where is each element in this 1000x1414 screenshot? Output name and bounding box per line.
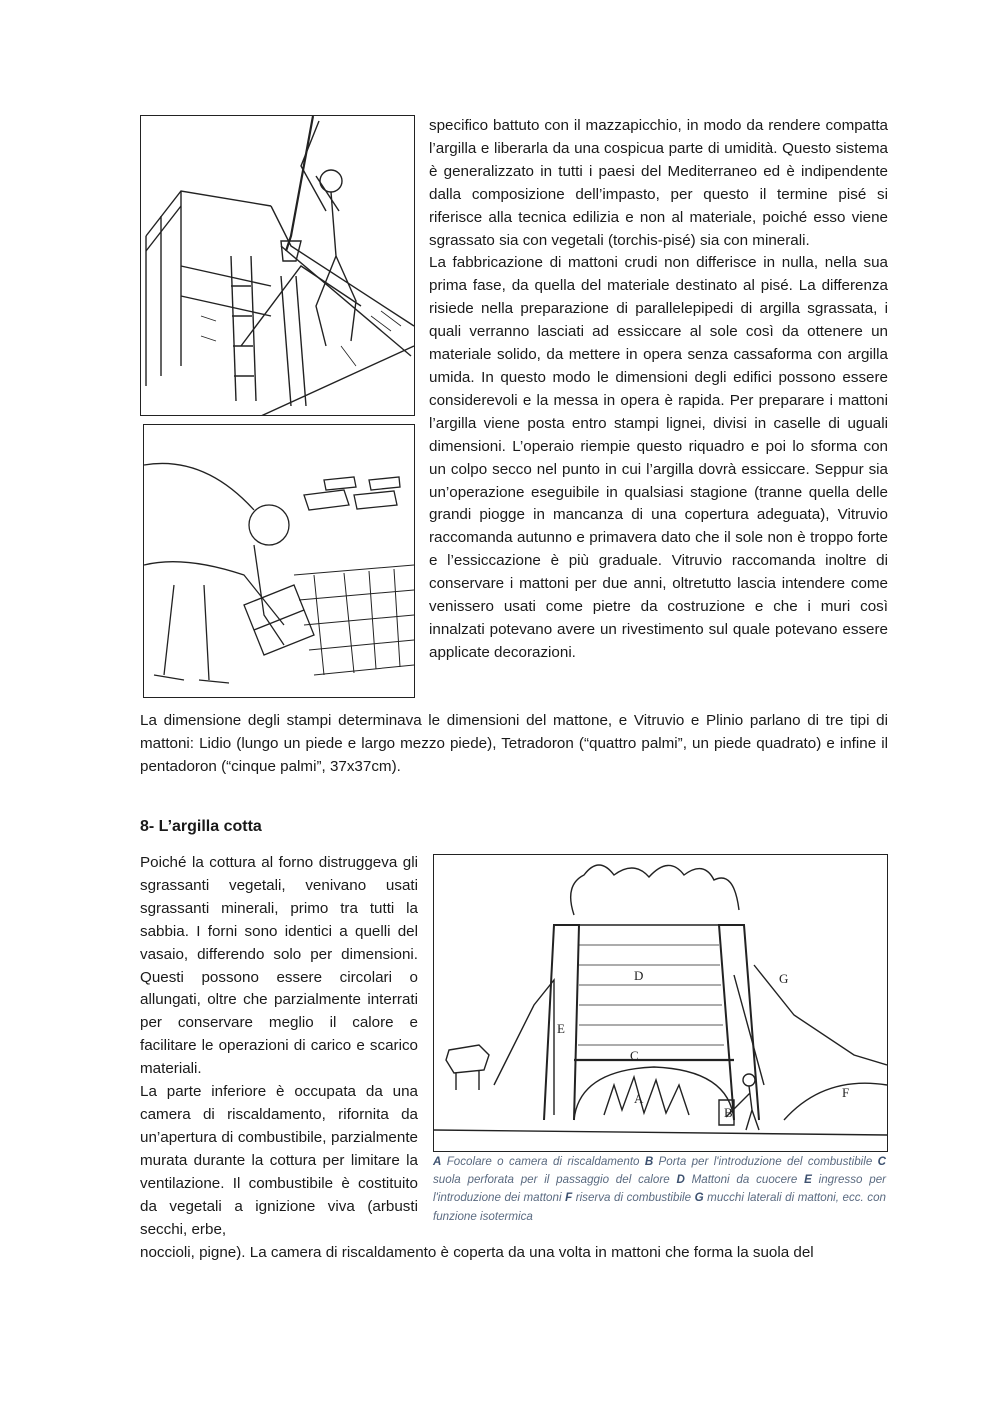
- pise-construction-illustration: [140, 115, 415, 416]
- kiln-label-c: C: [630, 1048, 639, 1063]
- brick-molding-drawing: [144, 425, 414, 697]
- kiln-label-d: D: [634, 968, 644, 983]
- kiln-caption: A Focolare o camera di riscaldamento B Porta per l'introduzione del combustibile C suola perforata per il passaggio del calore D Mattoni da cuocere E ingresso per l'introduzione dei mattoni F riserva di combustibile G mucchi laterali di mattoni, ecc. con funzione isotermica: [433, 1155, 887, 1223]
- pise-drawing: [141, 116, 414, 415]
- kiln-label-a: A: [634, 1091, 644, 1106]
- kiln-label-f: F: [842, 1085, 850, 1100]
- section-heading: 8- L’argilla cotta: [140, 818, 262, 835]
- paragraph-cottura: Poiché la cottura al forno distruggeva gli sgrassanti vegetali, venivano usati sgrassanti minerali, primo tra tutti la sabbia. I forni sono identici a quelli del vasaio, differendo solo per dimensioni. Questi possono essere circolari o allungati, oltre che parzialmente interrati per conservare meglio il calore e facilitare le operazioni di carico e scarico materiali.: [140, 854, 418, 1078]
- paragraph-mattoni-crudi: La fabbricazione di mattoni crudi non differisce in nulla, nella sua prima fase, da quella del materiale destinato al pisé. La differenza risiede nella preparazione di parallelepipedi di argilla sgrassata, i quali verranno lasciati ad essiccare al sole così da ottenere un materiale solido, da mettere in opera senza cassaforma con argilla umida. In questo modo le dimensioni degli edifici possono essere considerevoli e la messa in opera è rapida. Per preparare i mattoni l’argilla viene posta entro stampi lignei, divisi in caselle di uguali dimensioni. L’operaio riempie questo riquadro e poi lo sforma con un colpo secco nel punto in cui l’argilla dovrà essiccare. Seppur sia un’operazione eseguibile in qualsiasi stagione (tranne quella delle grandi piogge in mancanza di una copertura adeguata), Vitruvio raccomanda autunno e primavera dato che il sole non è troppo forte e l’essiccazione è più graduale. Vitruvio raccomanda inoltre di conservare i mattoni per due anni, oltretutto lascia intendere come venissero usati come pietre da costruzione e che i muri così innalzati potevano avere un rivestimento sul quale potevano essere applicate decorazioni.: [429, 254, 888, 661]
- right-text-column: [429, 115, 888, 665]
- paragraph-camera-riscaldamento: La parte inferiore è occupata da una camera di riscaldamento, rifornita da un’apertura di combustibile, parzialmente murata durante la cottura per limitare la ventilazione. Il combustibile è costituito da vegetali a ignizione viva (arbusti secchi, erbe,: [140, 1083, 418, 1238]
- brick-molding-illustration: [143, 424, 415, 698]
- paragraph-last-line: noccioli, pigne). La camera di riscaldamento è coperta da una volta in mattoni che forma la suola del: [140, 1244, 814, 1261]
- kiln-label-g: G: [779, 971, 789, 986]
- kiln-label-e: E: [557, 1021, 565, 1036]
- kiln-label-b: B: [724, 1105, 733, 1120]
- paragraph-pise: specifico battuto con il mazzapicchio, in modo da rendere compatta l’argilla e liberarla da una cospicua parte di umidità. Questo sistema è generalizzato in tutti i paesi del Mediterraneo ed è indipendente dalla composizione dell’impasto, per questo il termine pisé si riferisce alla tecnica edilizia e non al materiale, poiché esso viene sgrassato sia con vegetali (torchis-pisé) sia con minerali.: [429, 117, 888, 249]
- paragraph-stampi: La dimensione degli stampi determinava le dimensioni del mattone, e Vitruvio e Plinio parlano di tre tipi di mattoni: Lidio (lungo un piede e largo mezzo piede), Tetradoron (“quattro palmi”, un piede quadrato) e infine il pentadoron (“cinque palmi”, 37x37cm).: [140, 712, 888, 775]
- left-text-column: [140, 852, 418, 1241]
- kiln-illustration: [433, 854, 888, 1152]
- kiln-drawing: [434, 855, 887, 1151]
